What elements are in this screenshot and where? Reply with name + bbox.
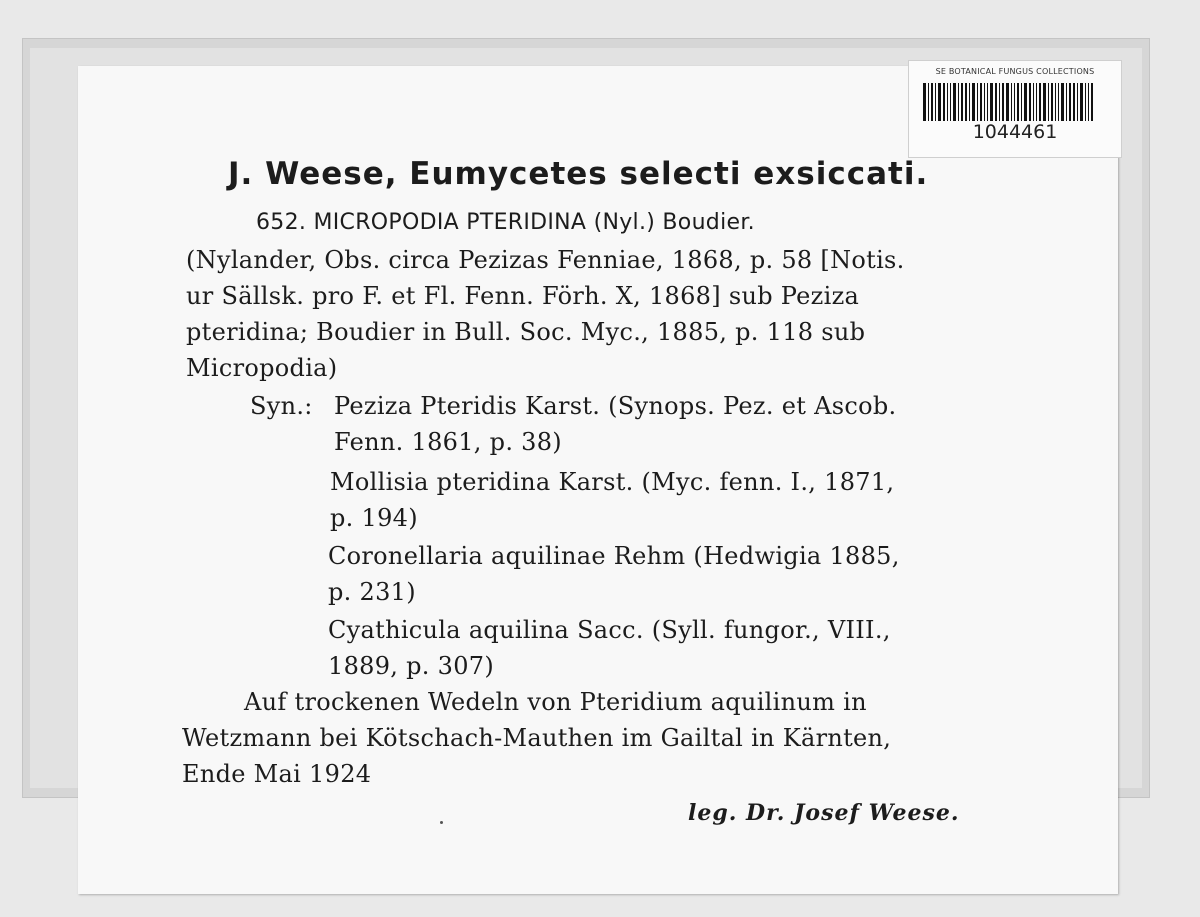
locality-line: Auf trockenen Wedeln von Pteridium aquilinum in	[244, 688, 867, 716]
barcode-bar	[1051, 83, 1053, 121]
barcode-bar	[958, 83, 959, 121]
barcode-sticker	[908, 60, 1122, 158]
synonym-line: Peziza Pteridis Karst. (Synops. Pez. et Ascob.	[334, 392, 897, 420]
citation-line: Micropodia)	[186, 354, 338, 382]
barcode-bar	[1066, 83, 1067, 121]
barcode-bar	[1080, 83, 1083, 121]
paper-speck	[440, 821, 443, 824]
barcode-bar	[947, 83, 948, 121]
barcode-bar	[1039, 83, 1041, 121]
citation-line: (Nylander, Obs. circa Pezizas Fenniae, 1868, p. 58 [Notis.	[186, 246, 905, 274]
barcode-bar	[987, 83, 988, 121]
barcode-bar	[1033, 83, 1034, 121]
citation-line: pteridina; Boudier in Bull. Soc. Myc., 1885, p. 118 sub	[186, 318, 866, 346]
locality-line: Ende Mai 1924	[182, 760, 372, 788]
barcode-bar	[1002, 83, 1004, 121]
herbarium-label	[78, 66, 1118, 894]
barcode-bar	[990, 83, 993, 121]
barcode-bar	[1058, 83, 1059, 121]
barcode-bar	[1017, 83, 1019, 121]
barcode-bar	[943, 83, 945, 121]
barcode-bar	[1014, 83, 1015, 121]
barcode-bar	[1029, 83, 1031, 121]
species-line: 652. MICROPODIA PTERIDINA (Nyl.) Boudier.	[256, 210, 755, 235]
barcode-bar	[1055, 83, 1056, 121]
synonym-line: 1889, p. 307)	[328, 652, 495, 680]
synonym-line: p. 194)	[330, 504, 418, 532]
barcode-bar	[1006, 83, 1009, 121]
barcode-bar	[1036, 83, 1037, 121]
barcode-bar	[1061, 83, 1064, 121]
barcode-bar	[965, 83, 967, 121]
barcode-bar	[1021, 83, 1022, 121]
synonym-line: Fenn. 1861, p. 38)	[334, 428, 562, 456]
barcode-bar	[1024, 83, 1027, 121]
barcode-header: SE BOTANICAL FUNGUS COLLECTIONS	[935, 67, 1095, 76]
barcode-bar	[1077, 83, 1078, 121]
label-title: J. Weese, Eumycetes selecti exsiccati.	[228, 156, 929, 192]
barcode-bar	[1069, 83, 1071, 121]
barcode-bar	[938, 83, 941, 121]
barcode-number: 1044461	[972, 121, 1058, 143]
barcode-bar	[1085, 83, 1086, 121]
citation-line: ur Sällsk. pro F. et Fl. Fenn. Förh. X, 1868] sub Peziza	[186, 282, 860, 310]
barcode-bar	[1043, 83, 1046, 121]
barcode-bar	[969, 83, 970, 121]
barcode-bar	[953, 83, 956, 121]
locality-line: Wetzmann bei Kötschach-Mauthen im Gailtal in Kärnten,	[182, 724, 892, 752]
barcode-bar	[984, 83, 985, 121]
barcode-bar	[980, 83, 982, 121]
barcode-bar	[923, 83, 926, 121]
barcode-bar	[999, 83, 1000, 121]
collector-line: leg. Dr. Josef Weese.	[688, 800, 960, 826]
synonym-line: p. 231)	[328, 578, 416, 606]
barcode-bar	[995, 83, 997, 121]
barcode-bar	[935, 83, 936, 121]
synonym-line: Cyathicula aquilina Sacc. (Syll. fungor., VIII.,	[328, 616, 891, 644]
barcode-bar	[928, 83, 929, 121]
barcode-bar	[1011, 83, 1012, 121]
barcode-bar	[972, 83, 975, 121]
synonym-line: Coronellaria aquilinae Rehm (Hedwigia 1885,	[328, 542, 900, 570]
barcode-bar	[931, 83, 933, 121]
barcode-bars	[923, 83, 1107, 121]
barcode-bar	[1088, 83, 1089, 121]
synonym-line: Mollisia pteridina Karst. (Myc. fenn. I., 1871,	[330, 468, 895, 496]
barcode-bar	[961, 83, 963, 121]
barcode-bar	[950, 83, 951, 121]
synonym-prefix: Syn.:	[250, 392, 313, 420]
barcode-bar	[1091, 83, 1093, 121]
barcode-bar	[1073, 83, 1075, 121]
barcode-bar	[977, 83, 978, 121]
barcode-bar	[1048, 83, 1049, 121]
